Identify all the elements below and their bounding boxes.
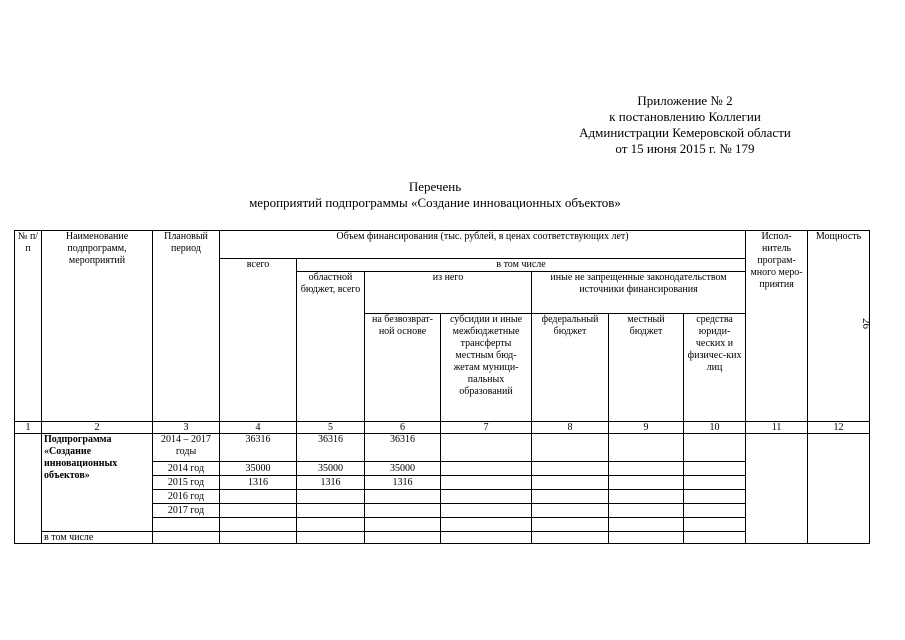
row-non-repayable: 36316 (365, 434, 441, 462)
header-total: всего (220, 259, 297, 422)
appendix-line-3: Администрации Кемеровской области (579, 125, 791, 140)
row-period: 2016 год (153, 490, 220, 504)
header-local: местный бюджет (609, 314, 684, 422)
row-period: 2015 год (153, 476, 220, 490)
column-number: 2 (42, 422, 153, 434)
header-subsidies: субсидии и иные межбюджетные трансферты местным бюд-жетам муници-пальных образований (441, 314, 532, 422)
appendix-line-4: от 15 июня 2015 г. № 179 (615, 141, 755, 156)
row-non-repayable: 35000 (365, 462, 441, 476)
header-funding: Объем финансирования (тыс. рублей, в ценах соответствующих лет) (220, 231, 746, 259)
row-period: 2014 – 2017 годы (153, 434, 220, 462)
column-number: 1 (15, 422, 42, 434)
row-period: 2017 год (153, 504, 220, 518)
row-total (220, 490, 297, 504)
row-total (220, 504, 297, 518)
column-number: 12 (808, 422, 870, 434)
column-number: 10 (684, 422, 746, 434)
header-other-sources: иные не запрещенные законодательством источники финансирования (532, 272, 746, 314)
title-line-1: Перечень (408, 179, 462, 194)
column-number: 11 (746, 422, 808, 434)
column-number: 6 (365, 422, 441, 434)
title-line-2: мероприятий подпрограммы «Создание инновационных объектов» (249, 195, 621, 210)
header-of-which: из него (365, 272, 532, 314)
row-period: 2014 год (153, 462, 220, 476)
column-number: 8 (532, 422, 609, 434)
header-including: в том числе (297, 259, 746, 272)
measures-table (14, 230, 870, 544)
header-num: № п/п (15, 231, 42, 422)
row-regional: 36316 (297, 434, 365, 462)
header-capacity: Мощность (808, 231, 870, 422)
row-non-repayable (365, 504, 441, 518)
column-number: 4 (220, 422, 297, 434)
header-executor: Испол-нитель програм-много меро-приятия (746, 231, 808, 422)
header-name: Наименование подпрограмм, мероприятий (42, 231, 153, 422)
row-total: 36316 (220, 434, 297, 462)
header-entities: средства юриди-ческих и физичес-ких лиц (684, 314, 746, 422)
header-federal: федеральный бюджет (532, 314, 609, 422)
header-period: Плановый период (153, 231, 220, 422)
row-regional (297, 490, 365, 504)
appendix-line-1: Приложение № 2 (637, 93, 733, 108)
column-number: 5 (297, 422, 365, 434)
document-title (180, 179, 690, 211)
appendix-line-2: к постановлению Коллегии (609, 109, 761, 124)
column-number: 7 (441, 422, 532, 434)
row-regional: 1316 (297, 476, 365, 490)
row-regional: 35000 (297, 462, 365, 476)
row-regional (297, 504, 365, 518)
table-row (15, 532, 870, 544)
appendix-header (540, 93, 830, 157)
subprogram-name: Подпрограмма «Создание инновационных объектов» (42, 434, 153, 532)
row-non-repayable: 1316 (365, 476, 441, 490)
row-total: 1316 (220, 476, 297, 490)
column-number: 9 (609, 422, 684, 434)
column-numbers-row (15, 422, 870, 434)
row-total: 35000 (220, 462, 297, 476)
header-regional: областной бюджет, всего (297, 272, 365, 422)
including-label: в том числе (42, 532, 153, 544)
header-non-repayable: на безвозврат-ной основе (365, 314, 441, 422)
table-row (15, 434, 870, 462)
page-number: 26 (860, 318, 872, 329)
column-number: 3 (153, 422, 220, 434)
row-non-repayable (365, 490, 441, 504)
